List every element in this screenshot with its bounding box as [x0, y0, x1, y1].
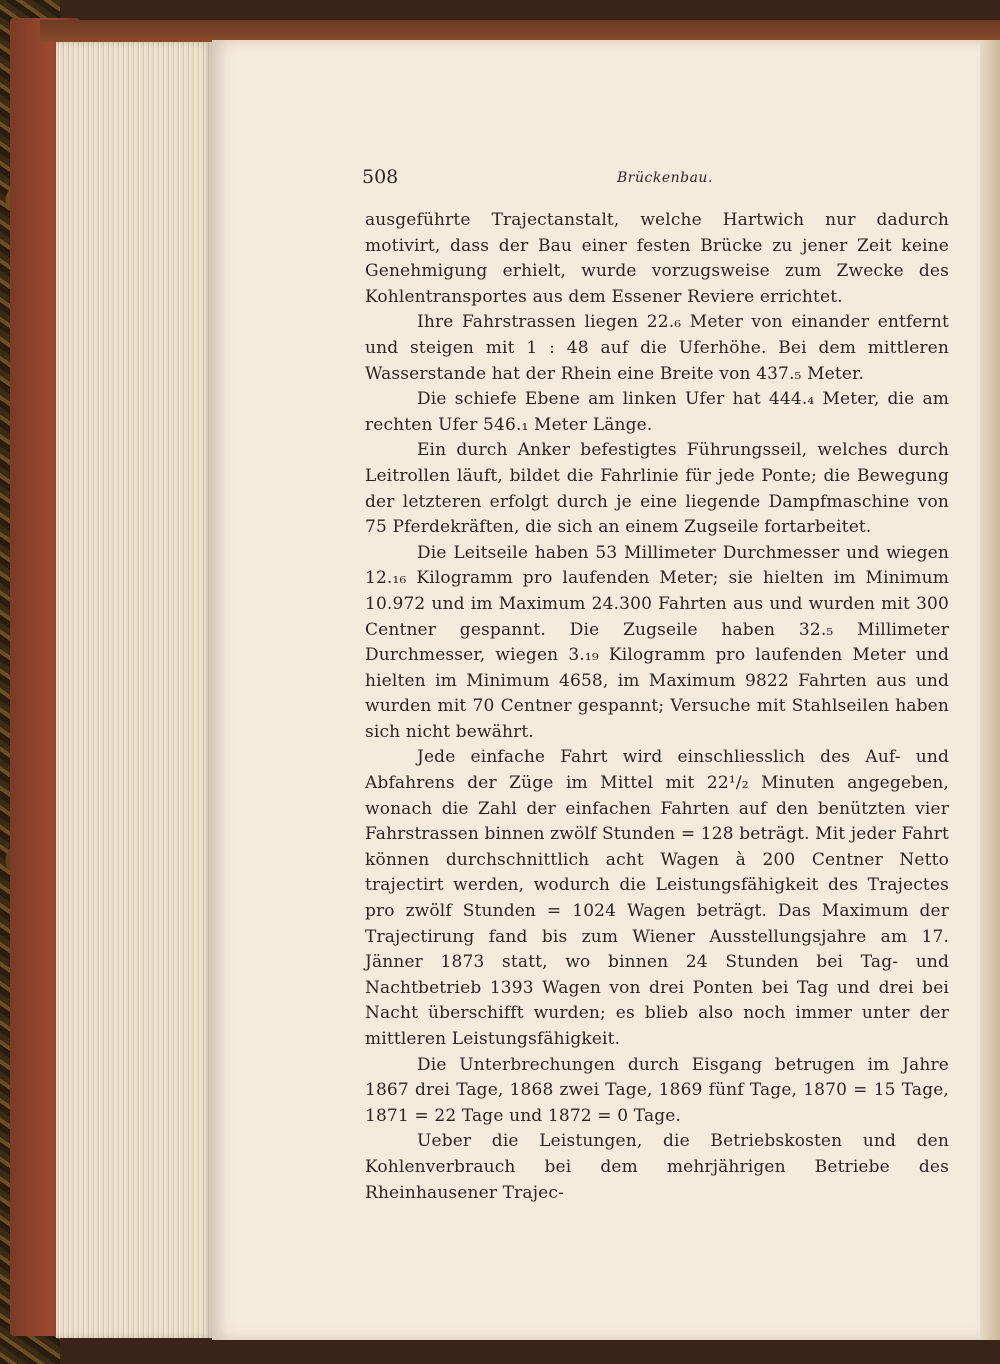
page-header: [362, 166, 950, 192]
body-text: [365, 208, 949, 1206]
paragraph: Die schiefe Ebene am linken Ufer hat 444.₄ Meter, die am rechten Ufer 546.₁ Meter Länge.: [365, 389, 949, 435]
running-title: Brückenbau.: [617, 170, 713, 186]
paragraph: Ihre Fahrstrassen liegen 22.₆ Meter von einander entfernt und steigen mit 1 : 48 auf die Uferhöhe. Bei dem mittleren Wasserstande hat der Rhein eine Breite von 437.₅ Meter.: [365, 312, 949, 384]
paragraph: Jede einfache Fahrt wird einschliesslich des Auf- und Abfahrens der Züge im Mittel mit 22¹/₂ Minuten angegeben, wonach die Zahl der einfachen Fahrten auf den benützten vier Fahrstrassen binnen zwölf Stunden = 128 beträgt. Mit jeder Fahrt können durchschnittlich acht Wagen à 200 Centner Netto trajectirt werden, wodurch die Leistungsfähigkeit des Trajectes pro zwölf Stunden = 1024 Wagen beträgt. Das Maximum der Trajectirung fand bis zum Wiener Ausstellungsjahre am 17. Jänner 1873 statt, wo binnen 24 Stunden bei Tag- und Nachtbetrieb 1393 Wagen von drei Ponten bei Tag und drei bei Nacht überschifft wurden; es blieb also noch immer unter der mittleren Leistungsfähigkeit.: [365, 747, 949, 1049]
page-number: 508: [362, 166, 399, 188]
paragraph: Die Leitseile haben 53 Millimeter Durchmesser und wiegen 12.₁₆ Kilogramm pro laufenden Meter; sie hielten im Minimum 10.972 und im Maximum 24.300 Fahrten aus und wurden mit 300 Centner gespannt. Die Zugseile haben 32.₅ Millimeter Durchmesser, wiegen 3.₁₉ Kilogramm pro laufenden Meter und hielten im Minimum 4658, im Maximum 9822 Fahrten aus und wurden mit 70 Centner gespannt; Versuche mit Stahlseilen haben sich nicht bewährt.: [365, 542, 949, 742]
paragraph: Ein durch Anker befestigtes Führungsseil, welches durch Leitrollen läuft, bildet die Fahrlinie für jede Ponte; die Bewegung der letzteren erfolgt durch je eine liegende Dampfmaschine von 75 Pferdekräften, die sich an einem Zugseile fortarbeitet.: [365, 440, 949, 538]
paragraph: Die Unterbrechungen durch Eisgang betrugen im Jahre 1867 drei Tage, 1868 zwei Tage, 1869 fünf Tage, 1870 = 15 Tage, 1871 = 22 Tage und 1872 = 0 Tage.: [365, 1054, 949, 1126]
book-top-band: [40, 20, 1000, 42]
page-stack: [56, 42, 214, 1338]
paragraph: Ueber die Leistungen, die Betriebskosten und den Kohlenverbrauch bei dem mehrjährigen Betriebe des Rheinhausener Trajec-: [365, 1131, 949, 1203]
page-right-edge: [980, 40, 1000, 1340]
paragraph: ausgeführte Trajectanstalt, welche Hartwich nur dadurch motivirt, dass der Bau einer festen Brücke zu jener Zeit keine Genehmigung erhielt, wurde vorzugsweise zum Zwecke des Kohlentransportes aus dem Essener Reviere errichtet.: [365, 210, 949, 307]
